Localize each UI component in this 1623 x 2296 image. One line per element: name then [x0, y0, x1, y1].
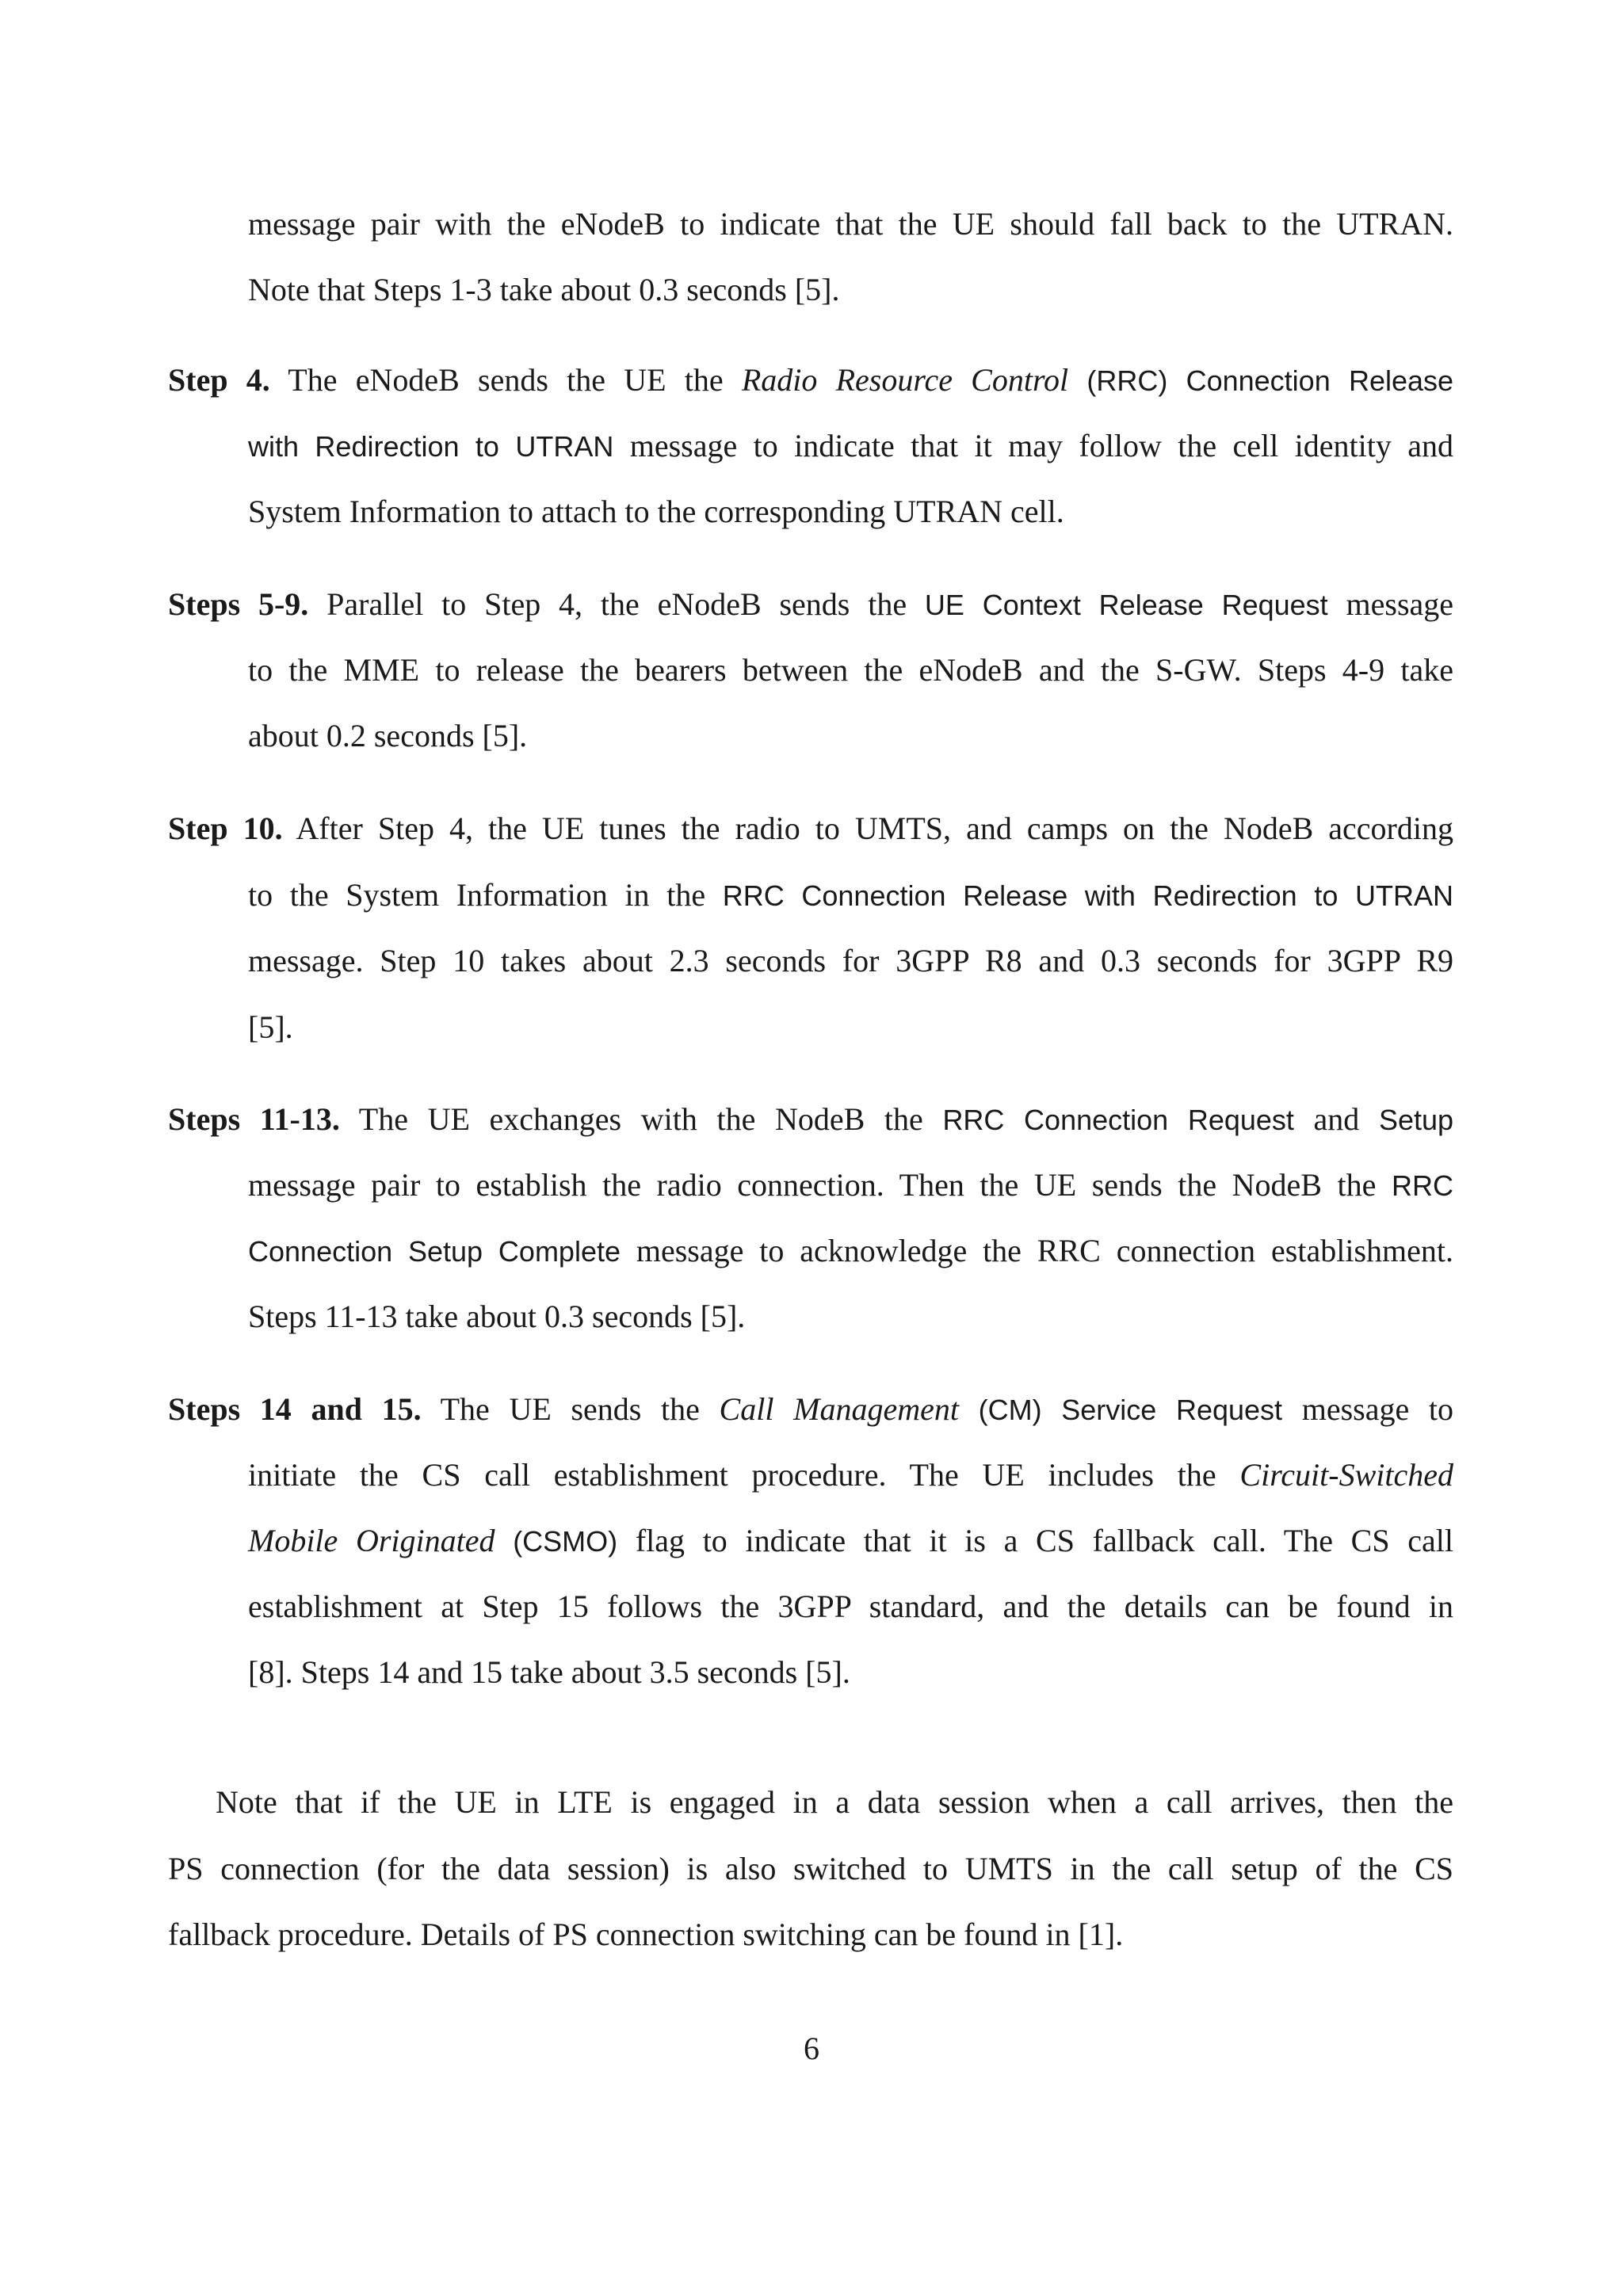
italic-term: Circuit-Switched — [1239, 1457, 1454, 1493]
step-14-15-line-2 — [248, 1459, 1453, 1491]
message-name: (CM) Service Request — [978, 1394, 1283, 1426]
step-10-line-4 — [248, 1009, 293, 1045]
step-11-13-line-4 — [248, 1301, 745, 1333]
step-label: Steps 5-9. — [168, 586, 309, 622]
text-run: to the MME to release the bearers between the eNodeB and the S-GW. Steps 4-9 take — [248, 652, 1453, 688]
text-run: Note that if the UE in LTE is engaged in a data session when a call arrives, then the — [216, 1784, 1453, 1820]
note-line-3 — [168, 1919, 1123, 1951]
message-name: RRC Connection Release with Redirection to UTRAN — [722, 879, 1453, 912]
message-name: (RRC) Connection Release — [1086, 364, 1454, 397]
message-name: UE Context Release Request — [924, 589, 1328, 621]
text-run: about 0.2 seconds [5]. — [248, 718, 528, 753]
note-line-2 — [168, 1853, 1453, 1885]
text-run: The UE exchanges with the NodeB the — [358, 1101, 923, 1137]
text-run: and — [1313, 1101, 1360, 1137]
text-run: establishment at Step 15 follows the 3GPP standard, and the details can be found in — [248, 1589, 1453, 1624]
page-number: 6 — [804, 2031, 819, 2066]
message-name: Setup — [1378, 1104, 1454, 1136]
text-run: message pair with the eNodeB to indicate that the UE should fall back to the UTRAN. — [248, 206, 1453, 242]
text-run: initiate the CS call establishment procedure. The UE includes the — [248, 1457, 1216, 1493]
step-5-9-line-3 — [248, 720, 527, 752]
step-4-line-3 — [248, 496, 1064, 528]
message-name: with Redirection to UTRAN — [248, 430, 614, 463]
text-run: message to acknowledge the RRC connection establishment. — [636, 1233, 1453, 1268]
text-run: message. Step 10 takes about 2.3 seconds for 3GPP R8 and 0.3 seconds for 3GPP R9 — [248, 943, 1453, 978]
body-text-line — [248, 274, 840, 306]
step-5-9-line-2 — [248, 654, 1453, 686]
message-name: Connection Setup Complete — [248, 1235, 621, 1268]
message-name: RRC Connection Request — [942, 1104, 1294, 1136]
step-14-15-line-1 — [168, 1391, 1454, 1427]
step-4-line-1 — [168, 364, 1453, 396]
italic-term: Mobile Originated — [248, 1523, 495, 1558]
step-4-line-2 — [248, 430, 1453, 462]
message-name: (CSMO) — [513, 1525, 618, 1558]
step-5-9-line-1 — [168, 586, 1454, 622]
italic-term: Radio Resource Control — [741, 362, 1069, 398]
step-label: Step 4. — [168, 362, 270, 398]
text-run: PS connection (for the data session) is also switched to UMTS in the call setup of the CS — [168, 1851, 1453, 1886]
text-run: After Step 4, the UE tunes the radio to UMTS, and camps on the NodeB according — [296, 810, 1453, 846]
step-label: Step 10. — [168, 810, 283, 846]
text-run: fallback procedure. Details of PS connection switching can be found in [1]. — [168, 1917, 1124, 1952]
step-10-line-1 — [168, 810, 1453, 846]
step-10-line-3 — [248, 945, 1453, 977]
text-run: message to — [1301, 1391, 1454, 1427]
text-run: flag to indicate that it is a CS fallback call. The CS call — [635, 1523, 1453, 1558]
text-run: message to indicate that it may follow the cell identity and — [629, 428, 1454, 463]
text-run: message — [1346, 586, 1454, 622]
step-label: Steps 14 and 15. — [168, 1391, 422, 1427]
note-line-1 — [216, 1784, 1453, 1820]
step-11-13-line-1 — [168, 1101, 1454, 1137]
text-run: [8]. Steps 14 and 15 take about 3.5 seconds [5]. — [248, 1654, 850, 1690]
step-14-15-line-4 — [248, 1591, 1453, 1623]
text-run: message pair to establish the radio connection. Then the UE sends the NodeB the — [248, 1167, 1377, 1203]
step-label: Steps 11-13. — [168, 1101, 340, 1137]
italic-term: Call Management — [719, 1391, 959, 1427]
text-run: The eNodeB sends the UE the — [288, 362, 724, 398]
step-14-15-line-3 — [248, 1525, 1453, 1557]
text-run: to the System Information in the — [248, 877, 706, 913]
message-name: RRC — [1392, 1169, 1453, 1202]
step-10-line-2 — [248, 879, 1453, 911]
text-run: Note that Steps 1-3 take about 0.3 seconds [5]. — [248, 272, 840, 307]
text-run: Steps 11-13 take about 0.3 seconds [5]. — [248, 1299, 746, 1334]
text-run: [5]. — [248, 1009, 293, 1045]
text-run: The UE sends the — [440, 1391, 700, 1427]
step-11-13-line-2 — [248, 1169, 1453, 1201]
step-14-15-line-5 — [248, 1654, 850, 1690]
text-run: Parallel to Step 4, the eNodeB sends the — [327, 586, 907, 622]
body-text-line — [248, 208, 1453, 240]
text-run: System Information to attach to the corresponding UTRAN cell. — [248, 494, 1064, 529]
step-11-13-line-3 — [248, 1235, 1453, 1267]
